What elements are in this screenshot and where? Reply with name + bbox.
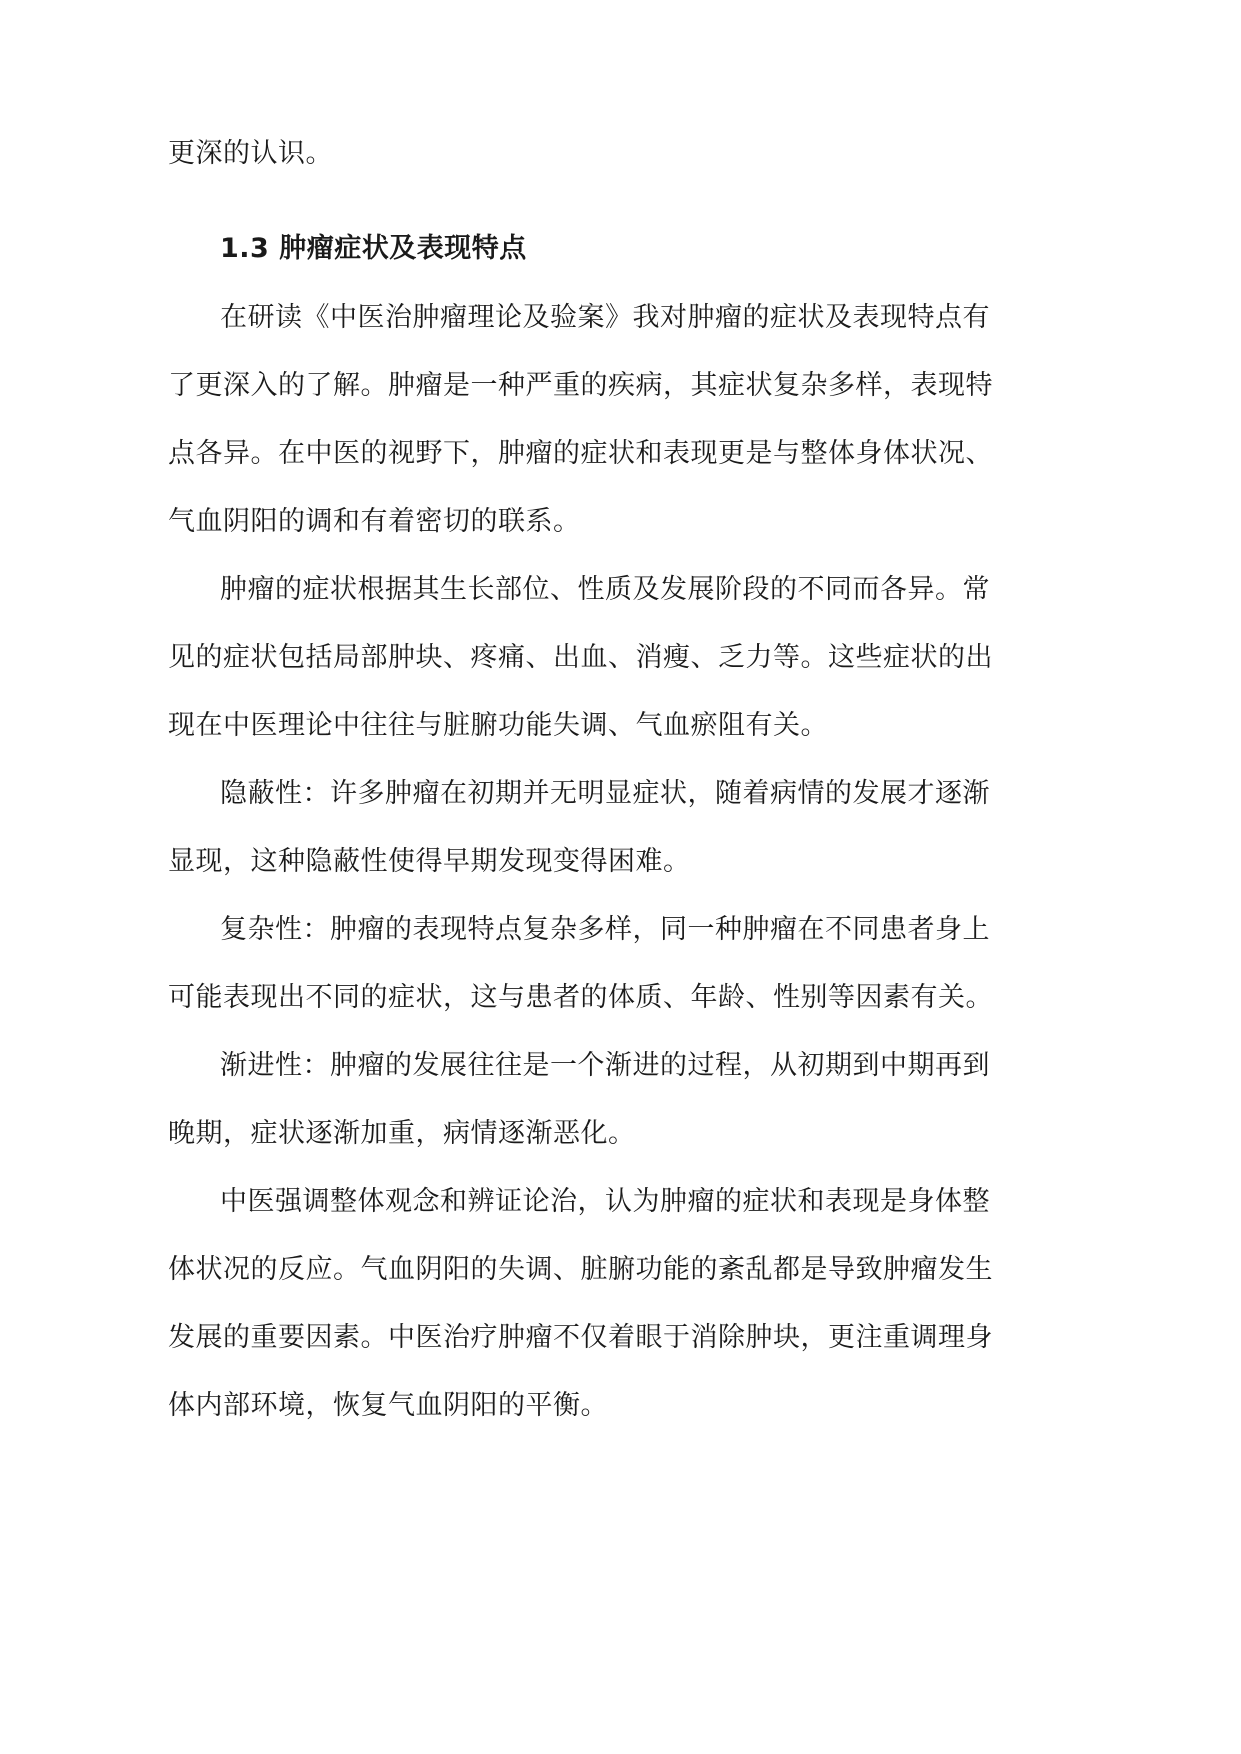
paragraph-line: 渐进性：肿瘤的发展往往是一个渐进的过程，从初期到中期再到 (220, 1050, 990, 1081)
paragraph-line: 晚期，症状逐渐加重，病情逐渐恶化。 (168, 1118, 636, 1149)
section-heading: 1.3 肿瘤症状及表现特点 (220, 233, 527, 264)
paragraph-line: 在研读《中医治肿瘤理论及验案》我对肿瘤的症状及表现特点有 (220, 302, 990, 333)
paragraph-line: 现在中医理论中往往与脏腑功能失调、气血瘀阻有关。 (168, 710, 828, 741)
paragraph-line: 发展的重要因素。中医治疗肿瘤不仅着眼于消除肿块，更注重调理身 (168, 1322, 993, 1353)
paragraph-line: 可能表现出不同的症状，这与患者的体质、年龄、性别等因素有关。 (168, 982, 993, 1013)
paragraph-line: 复杂性：肿瘤的表现特点复杂多样，同一种肿瘤在不同患者身上 (220, 914, 990, 945)
paragraph-line: 隐蔽性：许多肿瘤在初期并无明显症状，随着病情的发展才逐渐 (220, 778, 990, 809)
paragraph-line: 中医强调整体观念和辨证论治，认为肿瘤的症状和表现是身体整 (220, 1186, 990, 1217)
paragraph-line: 点各异。在中医的视野下，肿瘤的症状和表现更是与整体身体状况、 (168, 438, 993, 469)
paragraph-line: 了更深入的了解。肿瘤是一种严重的疾病，其症状复杂多样，表现特 (168, 370, 993, 401)
paragraph-line: 肿瘤的症状根据其生长部位、性质及发展阶段的不同而各异。常 (220, 574, 990, 605)
paragraph-line: 见的症状包括局部肿块、疼痛、出血、消瘦、乏力等。这些症状的出 (168, 642, 993, 673)
paragraph-line: 体状况的反应。气血阴阳的失调、脏腑功能的紊乱都是导致肿瘤发生 (168, 1254, 993, 1285)
paragraph-line: 体内部环境，恢复气血阴阳的平衡。 (168, 1390, 608, 1421)
paragraph-line: 显现，这种隐蔽性使得早期发现变得困难。 (168, 846, 691, 877)
paragraph-continuation: 更深的认识。 (168, 138, 333, 169)
paragraph-line: 气血阴阳的调和有着密切的联系。 (168, 506, 581, 537)
